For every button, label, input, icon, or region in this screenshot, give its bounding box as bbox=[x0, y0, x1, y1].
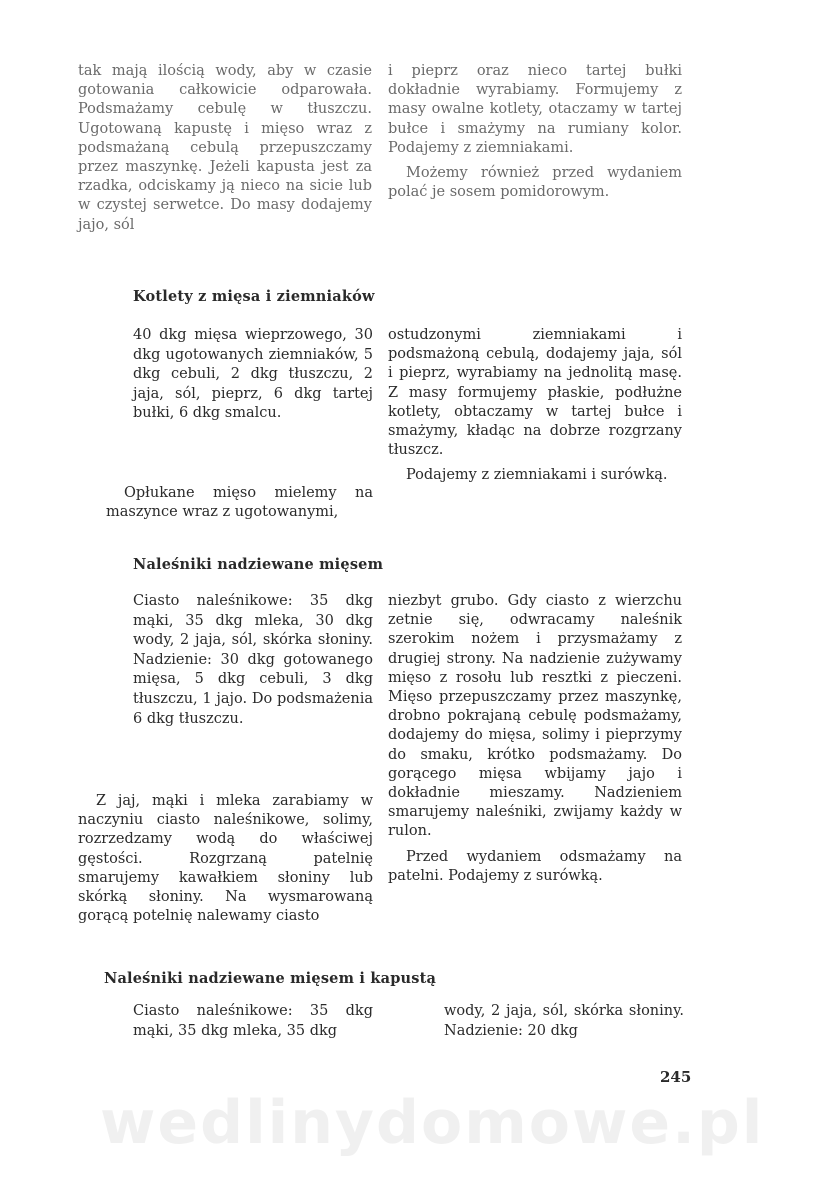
recipe-title-nalesniki: Naleśniki nadziewane mięsem bbox=[133, 556, 384, 573]
recipe-title-kotlety: Kotlety z mięsa i ziemniaków bbox=[133, 288, 375, 305]
recipe3-ingredients-left: Ciasto naleśnikowe: 35 dkg mąki, 35 dkg mleka, 35 dkg bbox=[133, 1003, 373, 1039]
recipe2-left-column bbox=[78, 792, 373, 926]
recipe1-ingredients: 40 dkg mięsa wieprzowego, 30 dkg ugotowanych ziemniaków, 5 dkg cebuli, 2 dkg tłuszczu, 2 jaja, sól, pieprz, 6 dkg tartej bułki, 6 dkg smalcu. bbox=[133, 327, 373, 422]
recipe2-method-continued: niezbyt grubo. Gdy ciasto z wierzchu zetnie się, odwracamy naleśnik szerokim nożem i przysmażamy z drugiej strony. Na nadzienie zużywamy mięso z rosołu lub resztki z pieczeni. Mięso przepuszczamy przez maszynkę, drobno pokrajaną cebulę podsmażamy, dodajemy do mięsa, solimy i pieprzymy do smaku, krótko podsmażamy. Do gorącego mięsa wbijamy jajo i dokładnie mieszamy. Nadzieniem smarujemy naleśniki, zwijamy każdy w rulon. bbox=[388, 593, 682, 840]
recipe-title-nalesniki-kapusta: Naleśniki nadziewane mięsem i kapustą bbox=[104, 970, 437, 987]
intro-left-column bbox=[78, 62, 372, 235]
recipe3-ingredients-right: wody, 2 jaja, sól, skórka słoniny. Nadzienie: 20 dkg bbox=[444, 1003, 684, 1039]
recipe2-serving: Przed wydaniem odsmażamy na patelni. Podajemy z surówką. bbox=[388, 848, 682, 884]
recipe1-method-start: Opłukane mięso mielemy na maszynce wraz z ugotowanymi, bbox=[106, 485, 373, 521]
intro-left-text: tak mają ilością wody, aby w czasie gotowania całkowicie odparowała. Podsmażamy cebulę w tłuszczu. Ugotowaną kapustę i mięso wraz z podsmażaną cebulą przepuszczamy przez maszynkę. Jeżeli kapusta jest za rzadka, odciskamy ją nieco na sicie lub w czystej serwetce. Do masy dodajemy jajo, sól bbox=[78, 63, 372, 233]
recipe1-right-column bbox=[388, 326, 682, 486]
intro-right-column bbox=[388, 62, 682, 202]
watermark: wedlinydomowe.pl bbox=[100, 1088, 765, 1158]
recipe1-method-continued: ostudzonymi ziemniakami i podsmażoną cebulą, dodajemy jaja, sól i pieprz, wyrabiamy na jednolitą masę. Z masy formujemy płaskie, podłużne kotlety, obtaczamy w tartej bułce i smażymy, kładąc na dobrze rozgrzany tłuszcz. bbox=[388, 327, 682, 459]
recipe1-left-column bbox=[106, 484, 373, 522]
recipe2-method-start: Z jaj, mąki i mleka zarabiamy w naczyniu ciasto naleśnikowe, solimy, rozrzedzamy wodą do właściwej gęstości. Rozgrzaną patelnię smarujemy kawałkiem słoniny lub skórką słoniny. Na wysmarowaną gorącą potelnię nalewamy ciasto bbox=[78, 793, 373, 925]
intro-right-paragraph-2: Możemy również przed wydaniem polać je sosem pomidorowym. bbox=[388, 165, 682, 201]
recipe1-serving: Podajemy z ziemniakami i surówką. bbox=[406, 467, 668, 484]
intro-right-paragraph-1: i pieprz oraz nieco tartej bułki dokładnie wyrabiamy. Formujemy z masy owalne kotlety, otaczamy w tartej bułce i smażymy na rumiany kolor. Podajemy z ziemniakami. bbox=[388, 63, 682, 156]
recipe2-right-column bbox=[388, 592, 682, 886]
page-number: 245 bbox=[660, 1068, 692, 1086]
recipe2-ingredients: Ciasto naleśnikowe: 35 dkg mąki, 35 dkg mleka, 30 dkg wody, 2 jaja, sól, skórka słoniny. Nadzienie: 30 dkg gotowanego mięsa, 5 dkg cebuli, 3 dkg tłuszczu, 1 jajo. Do podsmażenia 6 dkg tłuszczu. bbox=[133, 593, 373, 727]
